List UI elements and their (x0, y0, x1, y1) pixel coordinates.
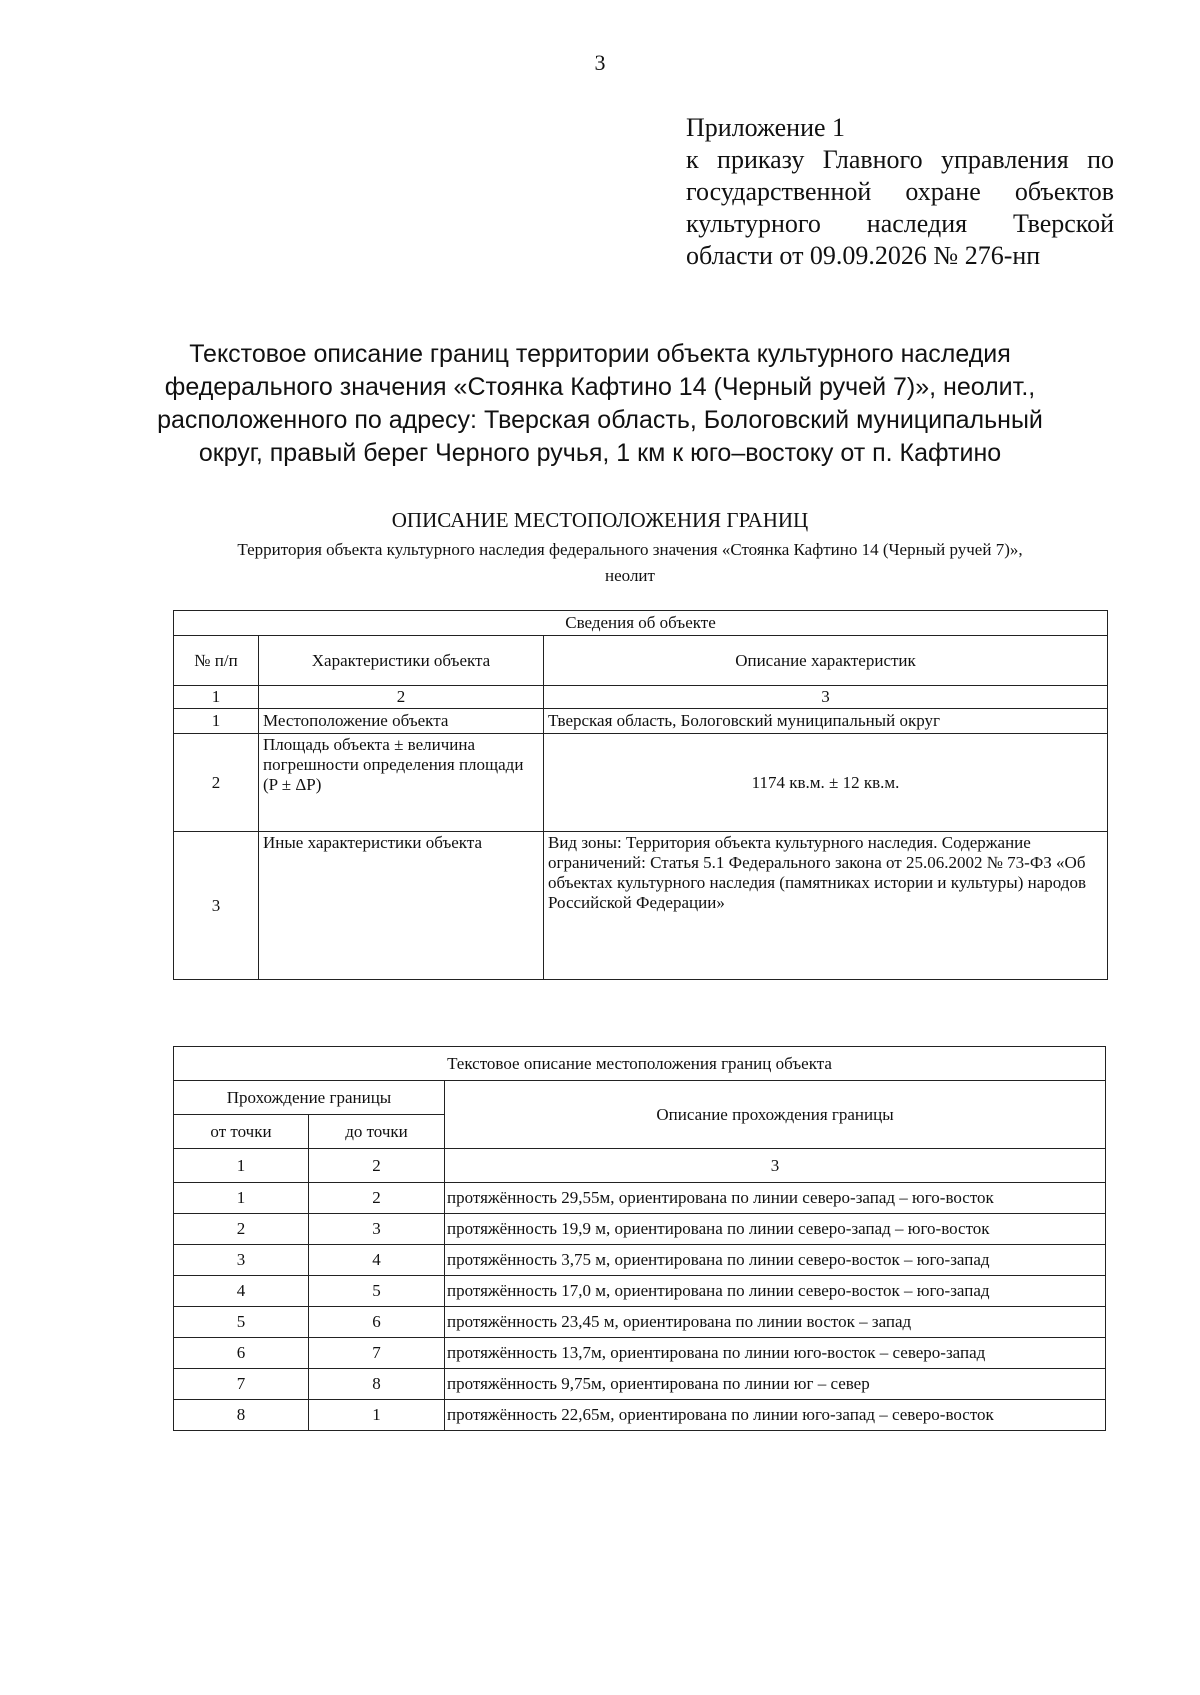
column-number: 3 (445, 1149, 1106, 1183)
table-row (174, 832, 1108, 980)
from-point: 5 (174, 1307, 309, 1338)
table-row (174, 1214, 1106, 1245)
title-line: расположенного по адресу: Тверская область, Бологовский муниципальный (157, 406, 1043, 434)
table-row (174, 1369, 1106, 1400)
title-line: округ, правый берег Черного ручья, 1 км к юго–востоку от п. Кафтино (198, 439, 1002, 467)
column-header: № п/п (174, 636, 259, 686)
appendix-block (686, 112, 1114, 272)
characteristic-description: Вид зоны: Территория объекта культурного наследия. Содержание ограничений: Статья 5.1 Федерального закона от 25.06.2002 № 73-ФЗ «Об объектах культурного наследия (памятниках истории и культуры) народов Российской Федерации» (544, 832, 1108, 980)
subtitle-line: Территория объекта культурного наследия федерального значения «Стоянка Кафтино 14 (Черный ручей 7)», (237, 540, 1023, 559)
column-header: Описание прохождения границы (445, 1081, 1106, 1149)
table-row (174, 1338, 1106, 1369)
from-point: 6 (174, 1338, 309, 1369)
characteristic-name: Площадь объекта ± величина погрешности определения площади (P ± ΔP) (259, 734, 544, 832)
to-point: 1 (309, 1400, 445, 1431)
title-line: Текстовое описание границ территории объекта культурного наследия (189, 340, 1011, 368)
to-point: 8 (309, 1369, 445, 1400)
from-point: 1 (174, 1183, 309, 1214)
boundary-description: протяжённость 29,55м, ориентирована по линии северо-запад – юго-восток (445, 1183, 1106, 1214)
boundary-description-table (173, 1046, 1106, 1431)
table-row (174, 1307, 1106, 1338)
column-number: 3 (544, 686, 1108, 709)
to-point: 2 (309, 1183, 445, 1214)
boundary-description: протяжённость 17,0 м, ориентирована по линии северо-восток – юго-запад (445, 1276, 1106, 1307)
column-header: от точки (174, 1115, 309, 1149)
from-point: 8 (174, 1400, 309, 1431)
from-point: 3 (174, 1245, 309, 1276)
table-row (174, 1276, 1106, 1307)
object-info-table (173, 610, 1108, 980)
boundary-description: протяжённость 19,9 м, ориентирована по линии северо-запад – юго-восток (445, 1214, 1106, 1245)
row-number: 1 (174, 709, 259, 734)
column-number: 2 (309, 1149, 445, 1183)
characteristic-description: Тверская область, Бологовский муниципальный округ (544, 709, 1108, 734)
table-row (174, 1400, 1106, 1431)
column-number: 2 (259, 686, 544, 709)
subtitle-line: неолит (605, 566, 655, 585)
title-line: федерального значения «Стоянка Кафтино 14 (Черный ручей 7)», неолит., (164, 373, 1036, 401)
table-caption: Текстовое описание местоположения границ объекта (174, 1047, 1106, 1081)
to-point: 4 (309, 1245, 445, 1276)
document-title (150, 338, 1050, 470)
appendix-line: области от 09.09.2026 № 276-нп (686, 241, 1041, 270)
from-point: 4 (174, 1276, 309, 1307)
table-row (174, 1245, 1106, 1276)
to-point: 3 (309, 1214, 445, 1245)
appendix-line: государственной охране объектов (686, 177, 1114, 206)
table-row (174, 734, 1108, 832)
group-header: Прохождение границы (174, 1081, 445, 1115)
table-caption: Сведения об объекте (174, 611, 1108, 636)
boundary-description: протяжённость 9,75м, ориентирована по линии юг – север (445, 1369, 1106, 1400)
boundary-description: протяжённость 22,65м, ориентирована по линии юго-запад – северо-восток (445, 1400, 1106, 1431)
column-header: Описание характеристик (544, 636, 1108, 686)
boundary-description: протяжённость 13,7м, ориентирована по линии юго-восток – северо-запад (445, 1338, 1106, 1369)
to-point: 6 (309, 1307, 445, 1338)
row-number: 2 (174, 734, 259, 832)
page-number: 3 (594, 50, 606, 75)
from-point: 2 (174, 1214, 309, 1245)
characteristic-description: 1174 кв.м. ± 12 кв.м. (544, 734, 1108, 832)
row-number: 3 (174, 832, 259, 980)
column-number: 1 (174, 686, 259, 709)
appendix-line: к приказу Главного управления по (686, 145, 1114, 174)
table-row (174, 1183, 1106, 1214)
to-point: 7 (309, 1338, 445, 1369)
appendix-line: культурного наследия Тверской (686, 209, 1114, 238)
column-header: Характеристики объекта (259, 636, 544, 686)
to-point: 5 (309, 1276, 445, 1307)
appendix-line: Приложение 1 (686, 113, 846, 142)
table-row (174, 709, 1108, 734)
boundary-description: протяжённость 23,45 м, ориентирована по линии восток – запад (445, 1307, 1106, 1338)
from-point: 7 (174, 1369, 309, 1400)
boundary-description: протяжённость 3,75 м, ориентирована по линии северо-восток – юго-запад (445, 1245, 1106, 1276)
characteristic-name: Иные характеристики объекта (259, 832, 544, 980)
characteristic-name: Местоположение объекта (259, 709, 544, 734)
column-header: до точки (309, 1115, 445, 1149)
column-number: 1 (174, 1149, 309, 1183)
section-subtitle (160, 537, 1100, 589)
section-heading: ОПИСАНИЕ МЕСТОПОЛОЖЕНИЯ ГРАНИЦ (391, 508, 809, 532)
